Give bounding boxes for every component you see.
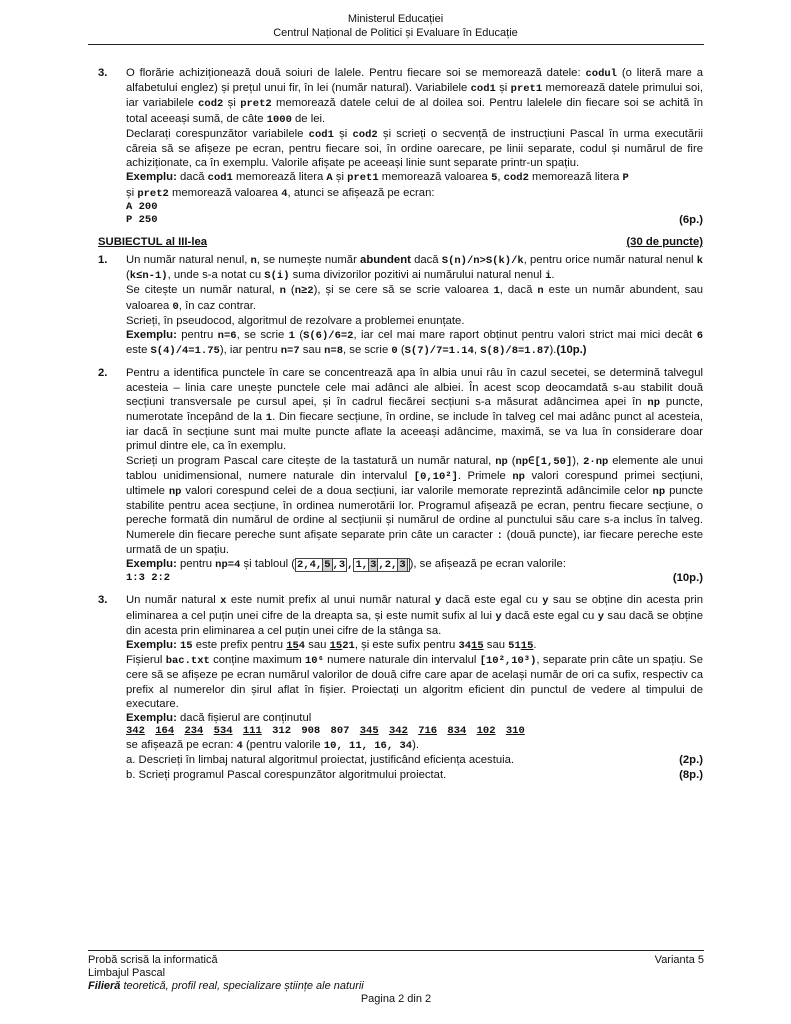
item-example: Exemplu: pentru n=6, se scrie 1 (S(6)/6=2, iar cel mai mare raport obținut pentru valori strict mai mici decât 6 este S(4)/4=1.75), iar pentru n=7 sau n=8, se scrie 0 (S(7)/7=1.14, S(8)/8=1.87).(10p.) (126, 329, 703, 358)
page-number: Pagina 2 din 2 (360, 993, 432, 1005)
s3-item-3 (98, 593, 703, 781)
footer-divider (88, 950, 704, 951)
example-output-line: A 200 (126, 200, 158, 213)
array-section-2: 1, 3 ,2, 3 (353, 558, 409, 572)
ministry-name: Ministerul Educației (347, 13, 444, 25)
item-task: Scrieți un program Pascal care citește de la tastatură un număr natural, np (np∈[1,50]), 2·np elemente ale unui tablou unidimensional, numere naturale din intervalul [0,10²]. Primele np valori corespund primei secțiuni, ultimele np valori corespund celei de a doua secțiuni, iar valorile memorate reprezintă adâncimile celor np puncte stabilite pentru acea secțiune, în ordinea numerotării lor. Programul afișează pe ecran, pentru fiecare secțiune, o pereche formată din numărul de ordine al secțiunii și numărul de ordine al punctului său care s-a inclus în talveg. Numerele din fiecare pereche sunt afișate separate prin câte un caracter : (două puncte), iar fiecare pereche este urmată de un spațiu. (126, 454, 704, 556)
item-task: Fișierul bac.txt conține maximum 10⁶ numere naturale din intervalul [10²,10³), separate prin câte un spațiu. Se cere să se afișeze pe ecran numărul valorilor de două cifre care apar de același număr de ori ca sufix, respectiv ca prefix al numerelor din șirul aflat în fișier. Proiectați un algoritm eficient din punctul de vedere al timpului de executare. (126, 654, 703, 710)
item-task: Se citește un număr natural, n (n≥2), și se cere să se scrie valoarea 1, dacă n este un număr abundent, sau valoarea 0, în caz contrar. (126, 284, 704, 313)
s3-item-1 (98, 253, 703, 358)
example-output: se afișează pe ecran: 4 (pentru valorile 10, 11, 16, 34). (126, 739, 419, 753)
page-content (98, 66, 703, 790)
item-number: 2. (98, 367, 108, 380)
item-paragraph: O florărie achiziționează două soiuri de lalele. Pentru fiecare soi se memorează datele: codul (o literă mare a alfabetului englez) și prețul unui fir, în lei (număr natural). Variabilele cod1 și pret1 memorează datele primului soi, iar variabilele cod2 și pret2 memorează datele celui de al doilea soi. Pentru lalelele din fiecare soi se achită în total aceeași sumă, de câte 1000 de lei. (126, 67, 704, 126)
section-title: SUBIECTUL al III-lea (98, 235, 208, 248)
section-heading (98, 235, 703, 249)
item-paragraph: Un număr natural nenul, n, se numește număr abundent dacă S(n)/n>S(k)/k, pentru orice număr natural nenul k (k≤n-1), unde s-a notat cu S(i) suma divizorilor pozitivi ai numărului natural nenul i. (126, 254, 703, 283)
points: (2p.) (679, 754, 703, 767)
footer-language: Limbajul Pascal (88, 967, 166, 979)
subquestion-b: b. Scrieți programul Pascal corespunzător algoritmului proiectat. (8p.) (126, 768, 703, 781)
item-example: Exemplu: pentru np=4 și tabloul ( 2,4, 5 ,3 , 1, 3 ,2, 3 ), se afișează pe ecran valorile: (126, 558, 566, 572)
item-task: Declarați corespunzător variabilele cod1 și cod2 și scrieți o secvență de instrucțiuni Pascal în urma executării căreia să se afișeze pe ecran, pentru fiecare soi, în ordine oarecare, pe linii separate, codul și numărul de fire achiziționate, ca în exemplu. Valorile afișate pe aceeași linie sunt separate printr-un spațiu. (126, 127, 703, 170)
array-section-1: 2,4, 5 ,3 (297, 559, 346, 572)
item-number: 3. (98, 67, 108, 79)
subquestion-a: a. Descrieți în limbaj natural algoritmul proiectat, justificând eficiența acestuia. (2p.) (126, 754, 703, 767)
page-footer (88, 954, 704, 1006)
footer-exam: Probă scrisă la informatică (88, 954, 218, 966)
file-contents: 342 164 234 534 111 312 908 807 345 342 716 834 102 310 (126, 725, 525, 738)
points: (6p.) (679, 213, 703, 226)
points: (10p.) (672, 572, 703, 585)
example-output-line: 1:3 2:2 (10p.) (126, 572, 703, 585)
item-example: Exemplu: dacă cod1 memorează litera A și pret1 memorează valoarea 5, cod2 memorează litera P și pret2 memorează valoarea 4, atunci se afișează pe ecran: (126, 171, 629, 200)
example-output-line: P 250 (6p.) (126, 213, 703, 226)
item-number: 3. (98, 594, 108, 607)
s3-item-2 (98, 366, 703, 585)
section-points: (30 de puncte) (626, 235, 703, 248)
page-header (0, 12, 791, 40)
s2-item-3 (98, 66, 703, 227)
item-example: Exemplu: 15 este prefix pentru 154 sau 1521, și este sufix pentru 3415 sau 5115. (126, 638, 537, 652)
footer-track: Filieră teoretică, profil real, specializare științe ale naturii (88, 980, 364, 992)
item-paragraph: Un număr natural x este numit prefix al unui număr natural y dacă este egal cu y sau se obține din acesta prin eliminarea a cel puțin unei cifre de la dreapta sa, și este numit sufix al lui y dacă este egal cu y sau dacă se obține din acesta prin eliminarea a cel puțin unei cifre de la stânga sa. (126, 594, 703, 637)
header-divider (88, 44, 704, 45)
center-name: Centrul Național de Politici și Evaluare în Educație (273, 27, 518, 39)
footer-variant: Varianta 5 (654, 954, 704, 966)
item-number: 1. (98, 254, 108, 267)
item-instruction: Scrieți, în pseudocod, algoritmul de rezolvare a problemei enunțate. (126, 314, 465, 327)
points: (10p.) (556, 344, 587, 357)
points: (8p.) (679, 768, 703, 781)
item-paragraph: Pentru a identifica punctele în care se concentrează apa în albia unui râu în cazul secetei, se determină talvegul acesteia – linia care unește punctele cele mai adânci ale albiei. În acest scop deocamdată s-au stabilit două secțiuni transversale pe cursul apei, și în cadrul fiecărei secțiuni s-a măsurat adâncimea apei în np puncte, numerotate începând de la 1. Din fiecare secțiune, în ordine, se include în talveg cel mai adânc punct al acesteia, iar dacă în secțiune sunt mai multe puncte aflate la aceeași adâncime, maximă, se va lua în considerare doar primul dintre ele, ca în exemplu. (126, 367, 703, 453)
item-example: Exemplu: dacă fișierul are conținutul (126, 711, 312, 724)
